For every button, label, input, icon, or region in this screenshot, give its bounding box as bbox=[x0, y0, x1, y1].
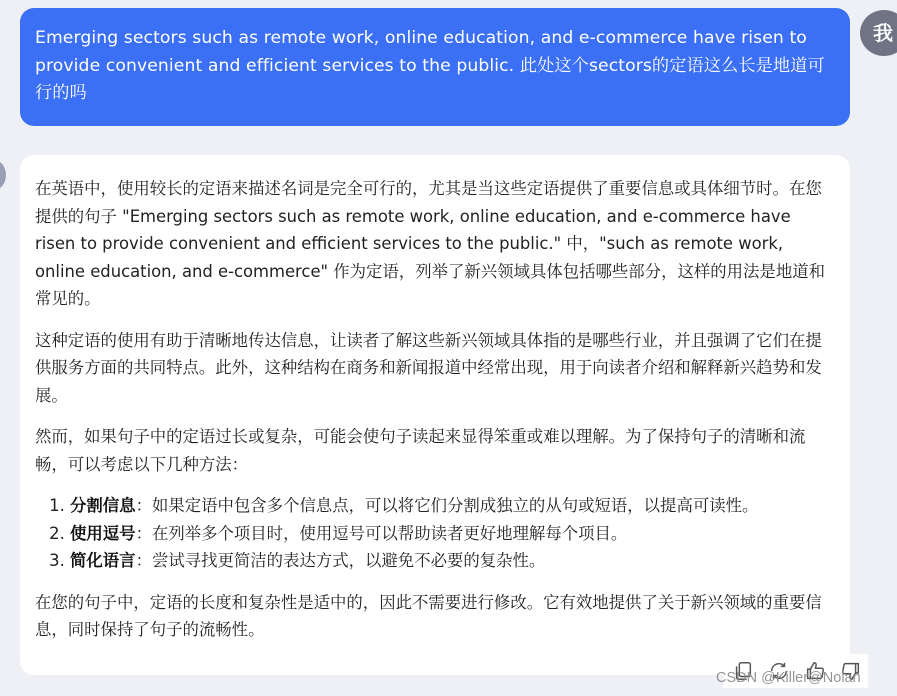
assistant-suggestion-list bbox=[35, 492, 836, 575]
list-item bbox=[70, 492, 836, 520]
list-item-desc: ：如果定语中包含多个信息点，可以将它们分割成独立的从句或短语，以提高可读性。 bbox=[135, 496, 759, 515]
list-item-desc: ：尝试寻找更简洁的表达方式，以避免不必要的复杂性。 bbox=[135, 551, 546, 570]
assistant-paragraph-4: 在您的句子中，定语的长度和复杂性是适中的，因此不需要进行修改。它有效地提供了关于新兴领域的重要信息，同时保持了句子的流畅性。 bbox=[35, 592, 822, 639]
watermark: CSDN @Killer@Nolan bbox=[716, 670, 861, 686]
list-item-term: 使用逗号 bbox=[70, 523, 136, 543]
assistant-message-bubble bbox=[20, 155, 850, 675]
list-item-term: 简化语言 bbox=[70, 551, 136, 570]
user-avatar-label: 我 bbox=[873, 21, 893, 45]
assistant-paragraph-3: 然而，如果句子中的定语过长或复杂，可能会使句子读起来显得笨重或难以理解。为了保持句子的清晰和流畅，可以考虑以下几种方法： bbox=[35, 427, 806, 474]
assistant-paragraph-1: 在英语中，使用较长的定语来描述名词是完全可行的，尤其是当这些定语提供了重要信息或具体细节时。在您提供的句子 "Emerging sectors such as remote work, online education, and e-commerce have risen to provide convenient and efficient services to the public." 中，"such as remote work, online education, and e-commerce" 作为定语，列举了新兴领域具体包括哪些部分，这样的用法是地道和常见的。 bbox=[35, 179, 825, 308]
list-item bbox=[70, 547, 836, 575]
bot-avatar bbox=[0, 160, 6, 190]
list-item bbox=[70, 520, 836, 548]
user-message-bubble bbox=[20, 8, 850, 126]
assistant-paragraph-2: 这种定语的使用有助于清晰地传达信息，让读者了解这些新兴领域具体指的是哪些行业，并且强调了它们在提供服务方面的共同特点。此外，这种结构在商务和新闻报道中经常出现，用于向读者介绍和解释新兴趋势和发展。 bbox=[35, 330, 822, 405]
list-item-desc: ：在列举多个项目时，使用逗号可以帮助读者更好地理解每个项目。 bbox=[135, 523, 628, 543]
user-message-text: Emerging sectors such as remote work, online education, and e-commerce have risen to provide convenient and efficient services to the public. 此处这个sectors的定语这么长是地道可行的吗 bbox=[35, 28, 825, 103]
list-item-term: 分割信息 bbox=[70, 496, 136, 515]
user-avatar bbox=[860, 10, 897, 56]
